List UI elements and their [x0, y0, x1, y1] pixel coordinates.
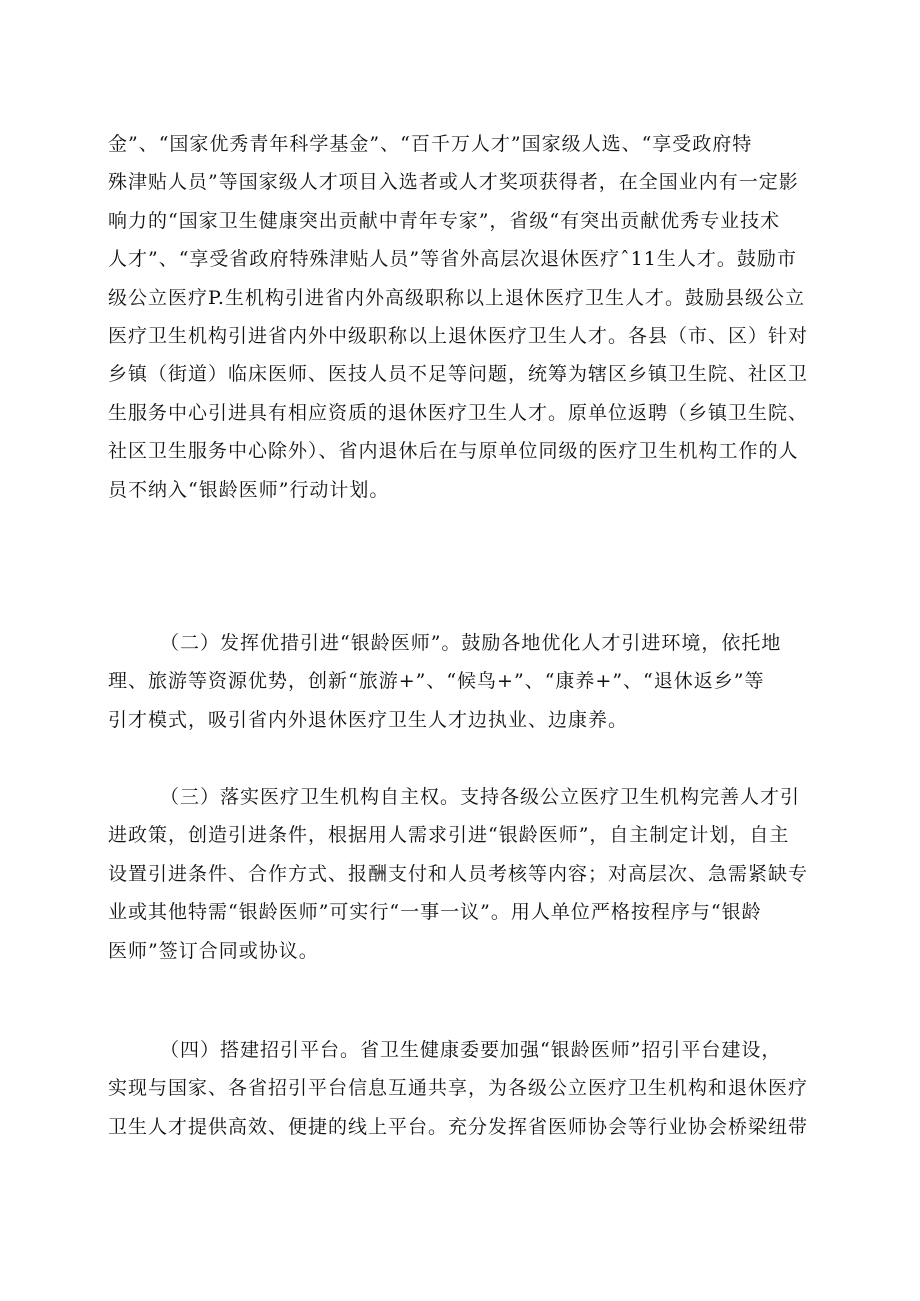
text-line: 实现与国家、各省招引平台信息互通共享，为各级公立医疗卫生机构和退休医疗 — [108, 1077, 809, 1100]
text-line: 进政策，创造引进条件，根据用人需求引进“银龄医师”，自主制定计划，自主 — [108, 824, 790, 847]
text-line: 人才”、“享受省政府特殊津贴人员”等省外高层次退休医疗ˆ11生人才。鼓励市 — [108, 248, 797, 271]
text-line: 设置引进条件、合作方式、报酬支付和人员考核等内容；对高层次、急需紧缺专 — [108, 862, 809, 885]
paragraph-2 — [108, 624, 828, 739]
paragraph-4 — [108, 1031, 828, 1146]
text-line: 理、旅游等资源优势，创新“旅游+”、“候鸟+”、“康养+”、“退休返乡”等 — [108, 670, 765, 693]
text-line: 乡镇（街道）临床医师、医技人员不足等问题，统筹为辖区乡镇卫生院、社区卫 — [108, 363, 809, 386]
paragraph-3 — [108, 778, 828, 970]
paragraph-1 — [108, 125, 828, 509]
text-line: 卫生人才提供高效、便捷的线上平台。充分发挥省医师协会等行业协会桥梁纽带 — [108, 1115, 809, 1138]
text-line: 社区卫生服务中心除外）、省内退休后在与原单位同级的医疗卫生机构工作的人 — [108, 440, 799, 463]
text-line: 殊津贴人员”等国家级人才项目入选者或人才奖项获得者，在全国业内有一定影 — [108, 171, 799, 194]
text-line: 金”、“国家优秀青年科学基金”、“百千万人才”国家级人选、“享受政府特 — [108, 133, 753, 155]
text-line: 响力的“国家卫生健康突出贡献中青年专家”，省级“有突出贡献优秀专业技术 — [108, 209, 781, 232]
text-line: （四）搭建招引平台。省卫生健康委要加强“银龄医师”招引平台建设， — [160, 1039, 782, 1061]
text-line: 员不纳入“银龄医师”行动计划。 — [108, 478, 390, 501]
text-line: 业或其他特需“银龄医师”可实行“一事一议”。用人单位严格按程序与“银龄 — [108, 901, 762, 924]
text-line: （二）发挥优措引进“银龄医师”。鼓励各地优化人才引进环境，依托地 — [160, 632, 782, 654]
text-line: （三）落实医疗卫生机构自主权。支持各级公立医疗卫生机构完善人才引 — [160, 786, 801, 808]
text-line: 生服务中心引进具有相应资质的退休医疗卫生人才。原单位返聘（乡镇卫生院、 — [108, 401, 809, 424]
text-line: 引才模式，吸引省内外退休医疗卫生人才边执业、边康养。 — [108, 708, 629, 731]
text-line: 医疗卫生机构引进省内外中级职称以上退休医疗卫生人才。各县（市、区）针对 — [108, 324, 809, 347]
text-line: 医师”签订合同或协议。 — [108, 939, 319, 962]
text-line: 级公立医疗P.生机构引进省内外高级职称以上退休医疗卫生人才。鼓励县级公立 — [108, 286, 805, 309]
